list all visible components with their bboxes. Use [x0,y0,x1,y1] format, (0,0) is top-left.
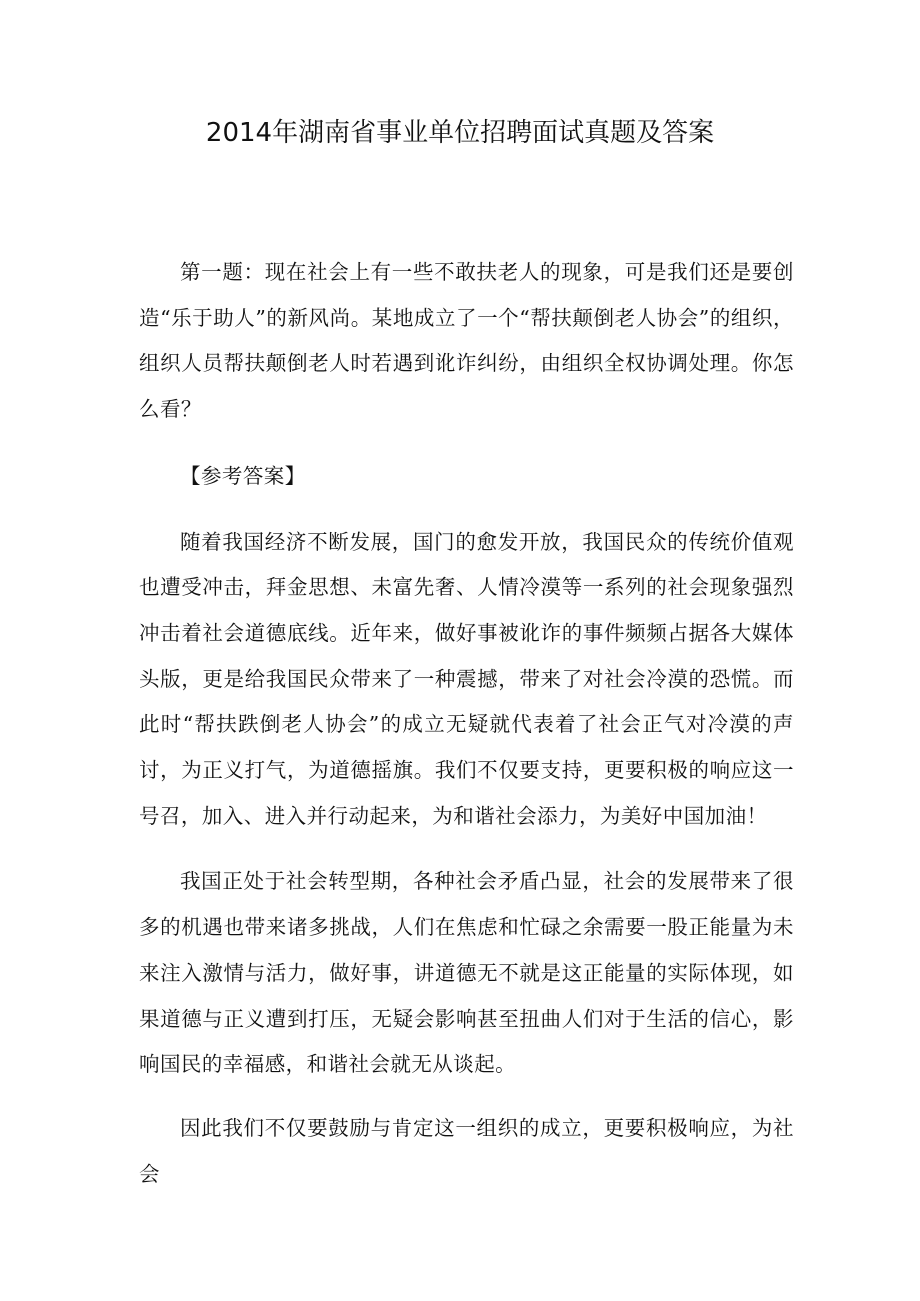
document-title: 2014年湖南省事业单位招聘面试真题及答案 [205,118,715,148]
answer-paragraph-3: 因此我们不仅要鼓励与肯定这一组织的成立，更要积极响应，为社会 [139,1115,794,1186]
document-body [139,250,794,1197]
question-paragraph: 第一题：现在社会上有一些不敢扶老人的现象，可是我们还是要创造“乐于助人”的新风尚。某地成立了一个“帮扶颠倒老人协会”的组织，组织人员帮扶颠倒老人时若遇到讹诈纠纷，由组织全权协调处理。你怎么看？ [139,260,794,422]
answer-paragraph-2: 我国正处于社会转型期，各种社会矛盾凸显，社会的发展带来了很多的机遇也带来诸多挑战，人们在焦虑和忙碌之余需要一股正能量为未来注入激情与活力，做好事，讲道德无不就是这正能量的实际体现，如果道德与正义遭到打压，无疑会影响甚至扭曲人们对于生活的信心，影响国民的幸福感，和谐社会就无从谈起。 [139,869,794,1077]
answer-paragraph-1: 随着我国经济不断发展，国门的愈发开放，我国民众的传统价值观也遭受冲击，拜金思想、未富先奢、人情冷漠等一系列的社会现象强烈冲击着社会道德底线。近年来，做好事被讹诈的事件频频占据各大媒体头版，更是给我国民众带来了一种震撼，带来了对社会冷漠的恐慌。而此时“帮扶跌倒老人协会”的成立无疑就代表着了社会正气对冷漠的声讨，为正义打气，为道德摇旗。我们不仅要支持，更要积极的响应这一号召，加入、进入并行动起来，为和谐社会添力，为美好中国加油！ [139,529,794,828]
answer-label: 【参考答案】 [180,463,306,488]
